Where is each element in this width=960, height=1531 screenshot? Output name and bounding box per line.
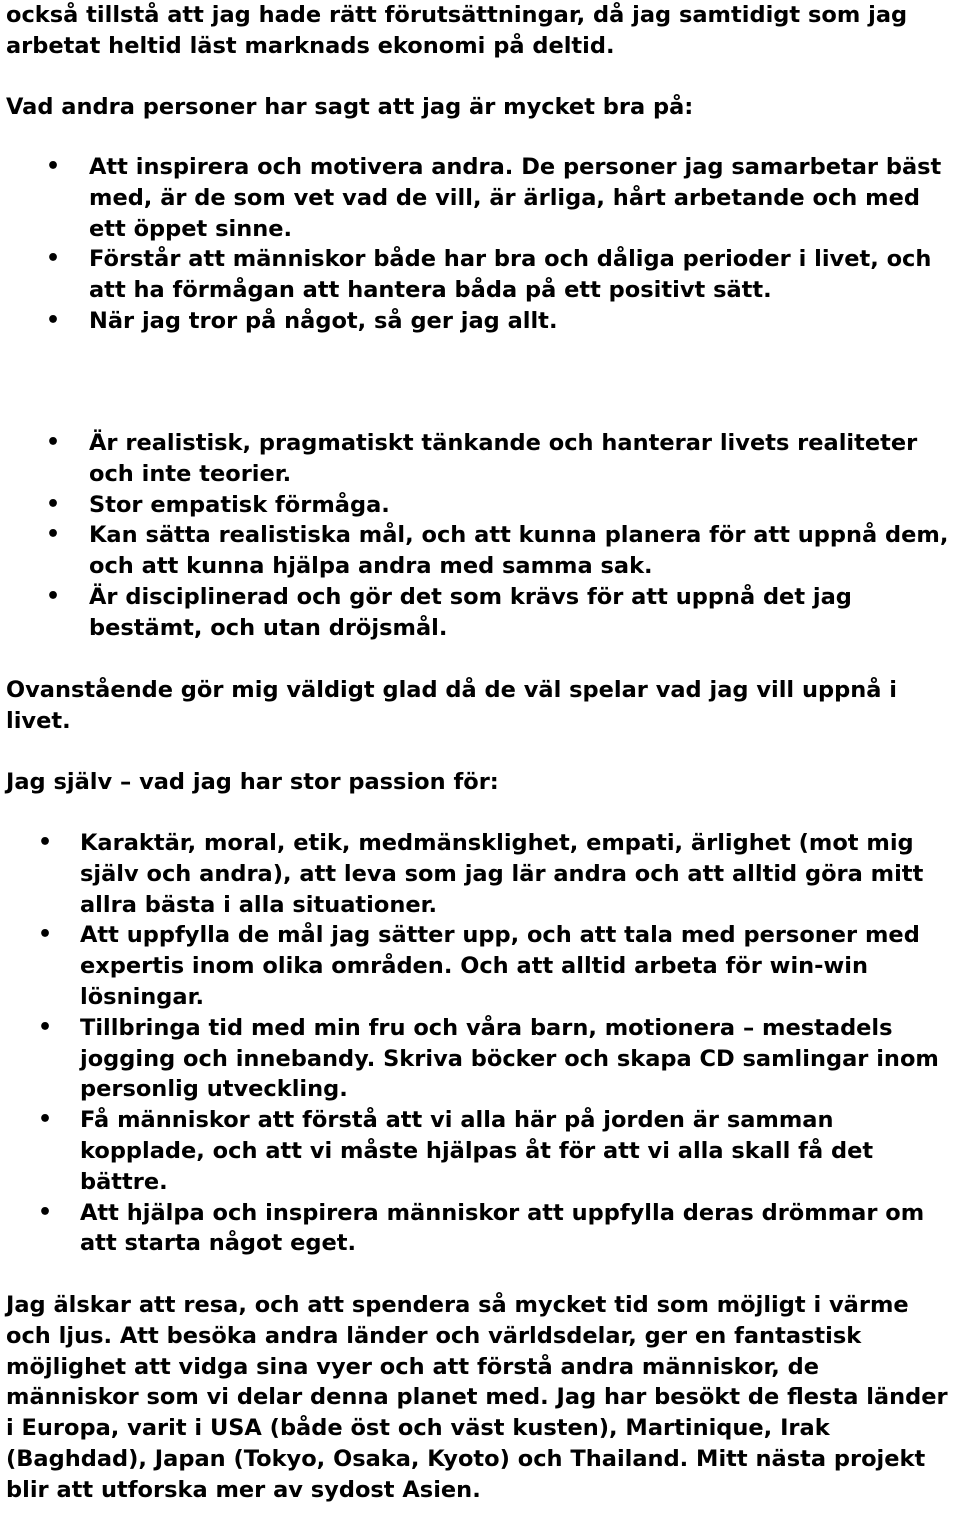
list-item (0, 152, 949, 244)
list-item (0, 306, 949, 337)
travel-paragraph: Jag älskar att resa, och att spendera så mycket tid som möjligt i värme och ljus. Att besöka andra länder och världsdelar, ger en fantastisk möjlighet att vidga sina vyer och att förstå andra människor, de människor som vi delar denna planet med. Jag har besökt de flesta länder i Europa, varit i USA (både öst och väst kusten), Martinique, Irak (Baghdad), Japan (Tokyo, Osaka, Kyoto) och Thailand. Mitt nästa projekt blir att utforska mer av sydost Asien. (6, 1292, 948, 1503)
bullet-icon: • (38, 1014, 53, 1040)
bullet-icon: • (46, 583, 61, 609)
list-item (0, 1105, 955, 1197)
list-item-text: Är disciplinerad och gör det som krävs för att uppnå det jag bestämt, och utan dröjsmål. (89, 583, 852, 641)
bullet-icon: • (46, 307, 61, 333)
list-item-text: Kan sätta realistiska mål, och att kunna planera för att uppnå dem, och att kunna hjälpa andra med samma sak. (89, 522, 949, 580)
list-item-text: Att uppfylla de mål jag sätter upp, och att tala med personer med expertis inom olika områden. Och att alltid arbeta för win-win lösningar. (80, 922, 920, 1010)
list-item-text: Karaktär, moral, etik, medmänsklighet, empati, ärlighet (mot mig själv och andra), att leva som jag lär andra och att alltid göra mitt allra bästa i alla situationer. (80, 830, 924, 918)
bullet-icon: • (46, 491, 61, 517)
bullet-icon: • (38, 922, 53, 948)
others-list-first (0, 152, 949, 337)
list-item (0, 490, 949, 521)
list-item (0, 244, 949, 306)
list-item (0, 520, 949, 582)
list-item-text: Är realistisk, pragmatiskt tänkande och hanterar livets realiteter och inte teorier. (89, 430, 918, 487)
list-item (0, 1198, 955, 1260)
list-item-text: När jag tror på något, så ger jag allt. (89, 307, 558, 334)
list-item (0, 428, 949, 490)
others-heading: Vad andra personer har sagt att jag är mycket bra på: (6, 94, 694, 120)
list-item-text: Få människor att förstå att vi alla här på jorden är samman kopplade, och att vi måste hjälpas åt för att vi alla skall få det bättre. (80, 1107, 874, 1195)
list-item (0, 1013, 955, 1105)
bullet-icon: • (46, 154, 61, 179)
bullet-icon: • (46, 246, 61, 272)
passion-heading: Jag själv – vad jag har stor passion för: (6, 769, 499, 795)
summary-paragraph: Ovanstående gör mig väldigt glad då de väl spelar vad jag vill uppnå i livet. (6, 677, 897, 734)
list-item-text: Stor empatisk förmåga. (89, 491, 390, 518)
bullet-icon: • (38, 1199, 53, 1225)
bullet-icon: • (46, 430, 61, 455)
others-list-second (0, 428, 949, 644)
list-item-text: Att inspirera och motivera andra. De personer jag samarbetar bäst med, är de som vet vad de vill, är ärliga, hårt arbetande och med ett öppet sinne. (89, 154, 942, 242)
bullet-icon: • (46, 522, 61, 548)
list-item-text: Att hjälpa och inspirera människor att uppfylla deras drömmar om att starta något eget. (80, 1199, 925, 1257)
passion-list (0, 828, 955, 1259)
list-item (0, 828, 955, 920)
list-item (0, 582, 949, 644)
bullet-icon: • (38, 1107, 53, 1133)
list-item (0, 920, 955, 1012)
list-item-text: Förstår att människor både har bra och dåliga perioder i livet, och att ha förmågan att hantera båda på ett positivt sätt. (89, 246, 932, 304)
intro-paragraph: också tillstå att jag hade rätt förutsättningar, då jag samtidigt som jag arbetat heltid läst marknads ekonomi på deltid. (6, 2, 908, 59)
bullet-icon: • (38, 830, 53, 855)
list-item-text: Tillbringa tid med min fru och våra barn, motionera – mestadels jogging och innebandy. Skriva böcker och skapa CD samlingar inom personlig utveckling. (80, 1014, 939, 1103)
